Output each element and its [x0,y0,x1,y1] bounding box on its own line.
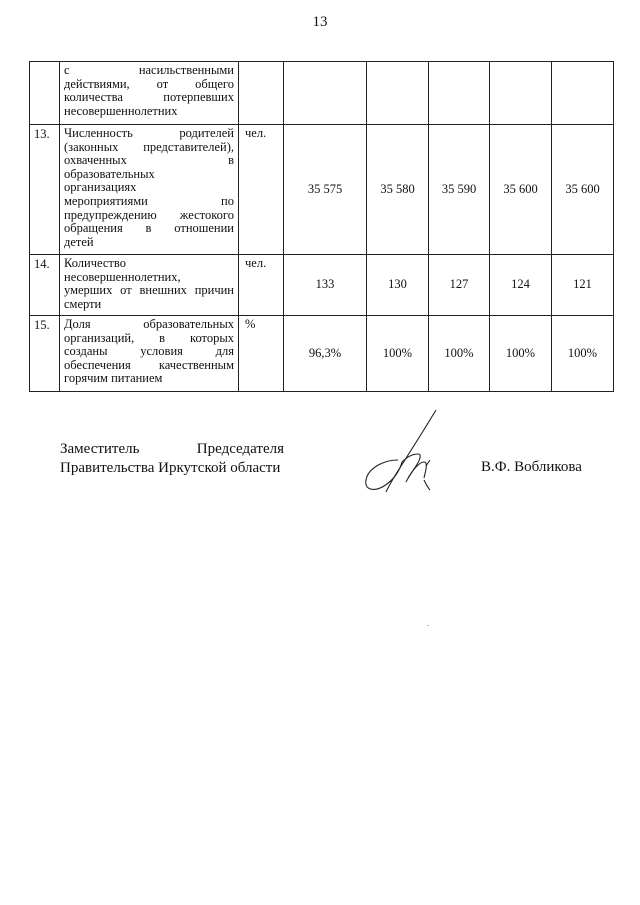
value-cell [284,62,367,125]
value-cell: 100% [490,316,552,392]
value-cell: 35 580 [367,125,429,255]
table-row [30,125,614,255]
row-number: 13. [30,125,60,255]
indicator-name-line: несовершеннолетних, [64,269,181,284]
indicator-name-line: Количество [64,256,126,270]
value-cell [429,62,490,125]
value-cell: 130 [367,255,429,316]
indicator-name-line: охваченных в [64,153,234,168]
value-cell: 124 [490,255,552,316]
value-cell [367,62,429,125]
value-cell: 121 [552,255,614,316]
indicator-name-line: детей [64,234,94,249]
indicator-name-line: Численность родителей [64,126,234,140]
indicator-name-line: горячим питанием [64,371,163,386]
table-row [30,255,614,316]
indicator-name-line: обеспечения качественным [64,357,234,372]
unit-cell: чел. [239,125,284,255]
value-cell: 127 [429,255,490,316]
table-row [30,62,614,125]
indicator-name-line: с насильственными [64,63,234,77]
signatory-name: В.Ф. Вобликова [481,459,582,475]
indicator-name-line: действиями, от общего [64,76,234,91]
scan-speck [427,625,429,626]
value-cell: 133 [284,255,367,316]
value-cell: 35 600 [552,125,614,255]
indicator-name-line: умерших от внешних причин [64,283,234,298]
value-cell: 100% [552,316,614,392]
signature-title-line-2: Правительства Иркутской области [60,460,281,476]
value-cell: 35 575 [284,125,367,255]
value-cell [552,62,614,125]
indicator-name-line: образовательных [64,166,155,181]
indicator-name-line: созданы условия для [64,344,234,359]
indicator-name-line: количества потерпевших [64,90,234,105]
row-number [30,62,60,125]
table-row [30,316,614,392]
indicator-name [60,62,239,125]
unit-cell: % [239,316,284,392]
unit-cell [239,62,284,125]
indicator-name-line: обращения в отношении [64,221,234,236]
value-cell: 100% [429,316,490,392]
row-number: 14. [30,255,60,316]
handwritten-signature [358,408,438,498]
indicator-name-line: организаций, в которых [64,330,234,345]
indicator-name-line: смерти [64,296,102,311]
indicator-name-line: Доля образовательных [64,317,234,331]
page-number: 13 [312,14,328,30]
indicators-table [29,61,614,392]
indicator-name [60,316,239,392]
indicator-name [60,255,239,316]
value-cell: 96,3% [284,316,367,392]
value-cell: 100% [367,316,429,392]
indicator-name-line: организациях [64,180,137,195]
indicator-name-line: несовершеннолетних [64,103,178,118]
signature-title [60,440,284,478]
indicator-name-line: мероприятиями по [64,193,234,208]
indicator-name-line: предупреждению жестокого [64,207,234,222]
row-number: 15. [30,316,60,392]
unit-cell: чел. [239,255,284,316]
value-cell [490,62,552,125]
value-cell: 35 590 [429,125,490,255]
indicator-name-line: (законных представителей), [64,139,234,154]
signature-title-line-1: Заместитель Председателя [60,441,284,457]
value-cell: 35 600 [490,125,552,255]
indicator-name [60,125,239,255]
